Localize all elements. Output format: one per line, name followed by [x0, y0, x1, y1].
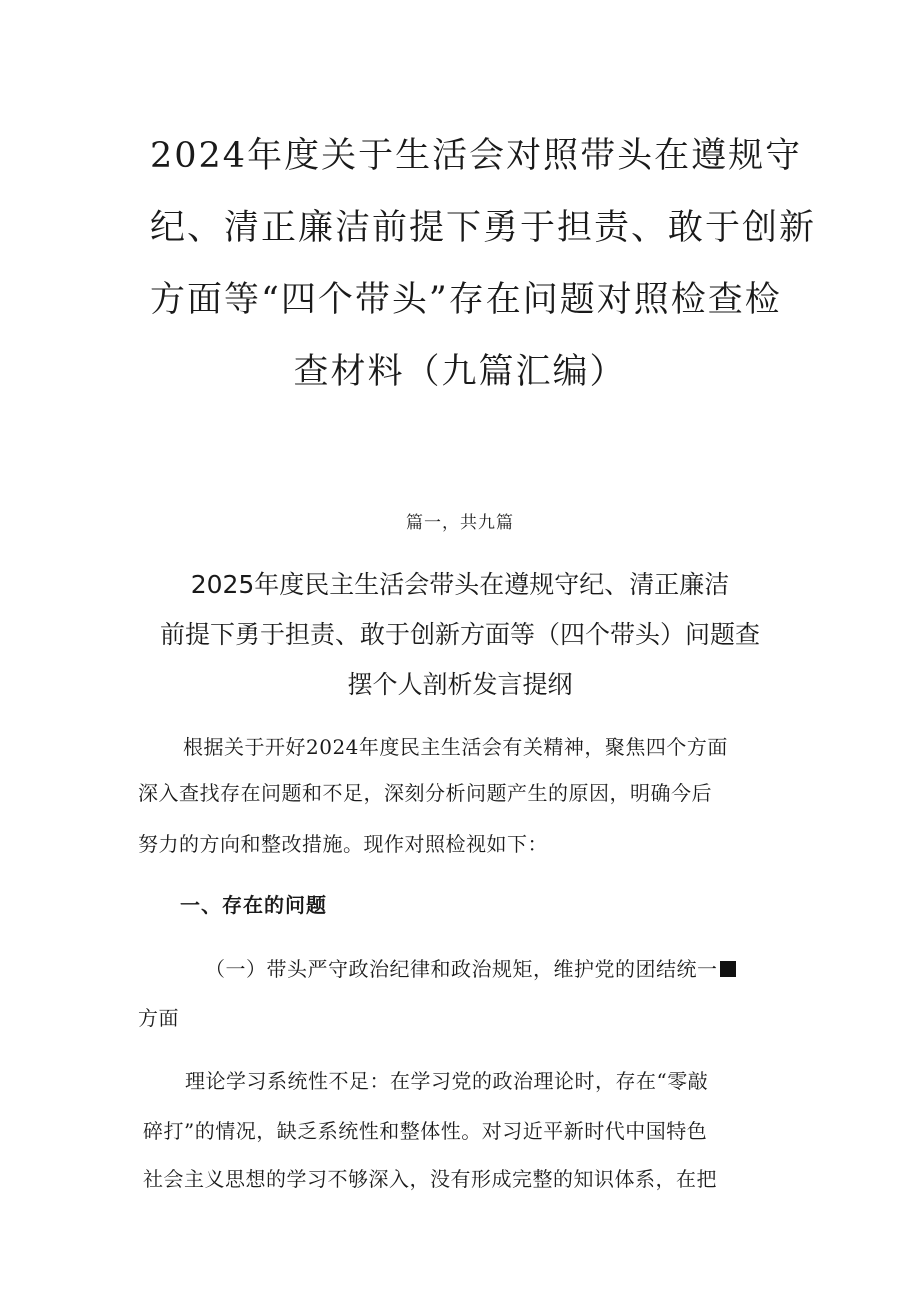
intro-line: 深入查找存在问题和不足，深刻分析问题产生的原因，明确今后	[138, 781, 712, 805]
sub-title-line: 摆个人剖析发言提纲	[347, 670, 573, 699]
main-title-line: 纪、清正廉洁前提下勇于担责、敢于创新	[150, 208, 817, 248]
subsection-line: 方面	[138, 1006, 179, 1030]
intro-line: 努力的方向和整改措施。现作对照检视如下：	[138, 832, 548, 856]
main-title-line: 查材料（九篇汇编）	[293, 352, 627, 392]
section-heading: 一、存在的问题	[180, 893, 327, 917]
subsection-line	[205, 953, 736, 982]
subsection-text: （一）带头严守政治纪律和政治规矩，维护党的团结统一	[205, 957, 718, 981]
main-title-line: 2024年度关于生活会对照带头在遵规守	[150, 136, 803, 176]
sub-title-line: 2025年度民主生活会带头在遵规守纪、清正廉洁	[190, 570, 730, 599]
main-title	[150, 120, 817, 408]
sub-title	[140, 560, 780, 710]
paragraph-line: 社会主义思想的学习不够深入，没有形成完整的知识体系，在把	[143, 1167, 717, 1191]
sub-title-line: 前提下勇于担责、敢于创新方面等（四个带头）问题查	[159, 620, 760, 649]
paragraph-line: 碎打”的情况，缺乏系统性和整体性。对习近平新时代中国特色	[143, 1119, 708, 1143]
chapter-label: 篇一，共九篇	[406, 513, 514, 533]
paragraph-line: 理论学习系统性不足：在学习党的政治理论时，存在“零敲	[185, 1069, 709, 1093]
main-title-line: 方面等“四个带头”存在问题对照检查检	[150, 280, 782, 320]
intro-line: 根据关于开好2024年度民主生活会有关精神，聚焦四个方面	[183, 735, 728, 759]
square-icon	[720, 961, 736, 977]
